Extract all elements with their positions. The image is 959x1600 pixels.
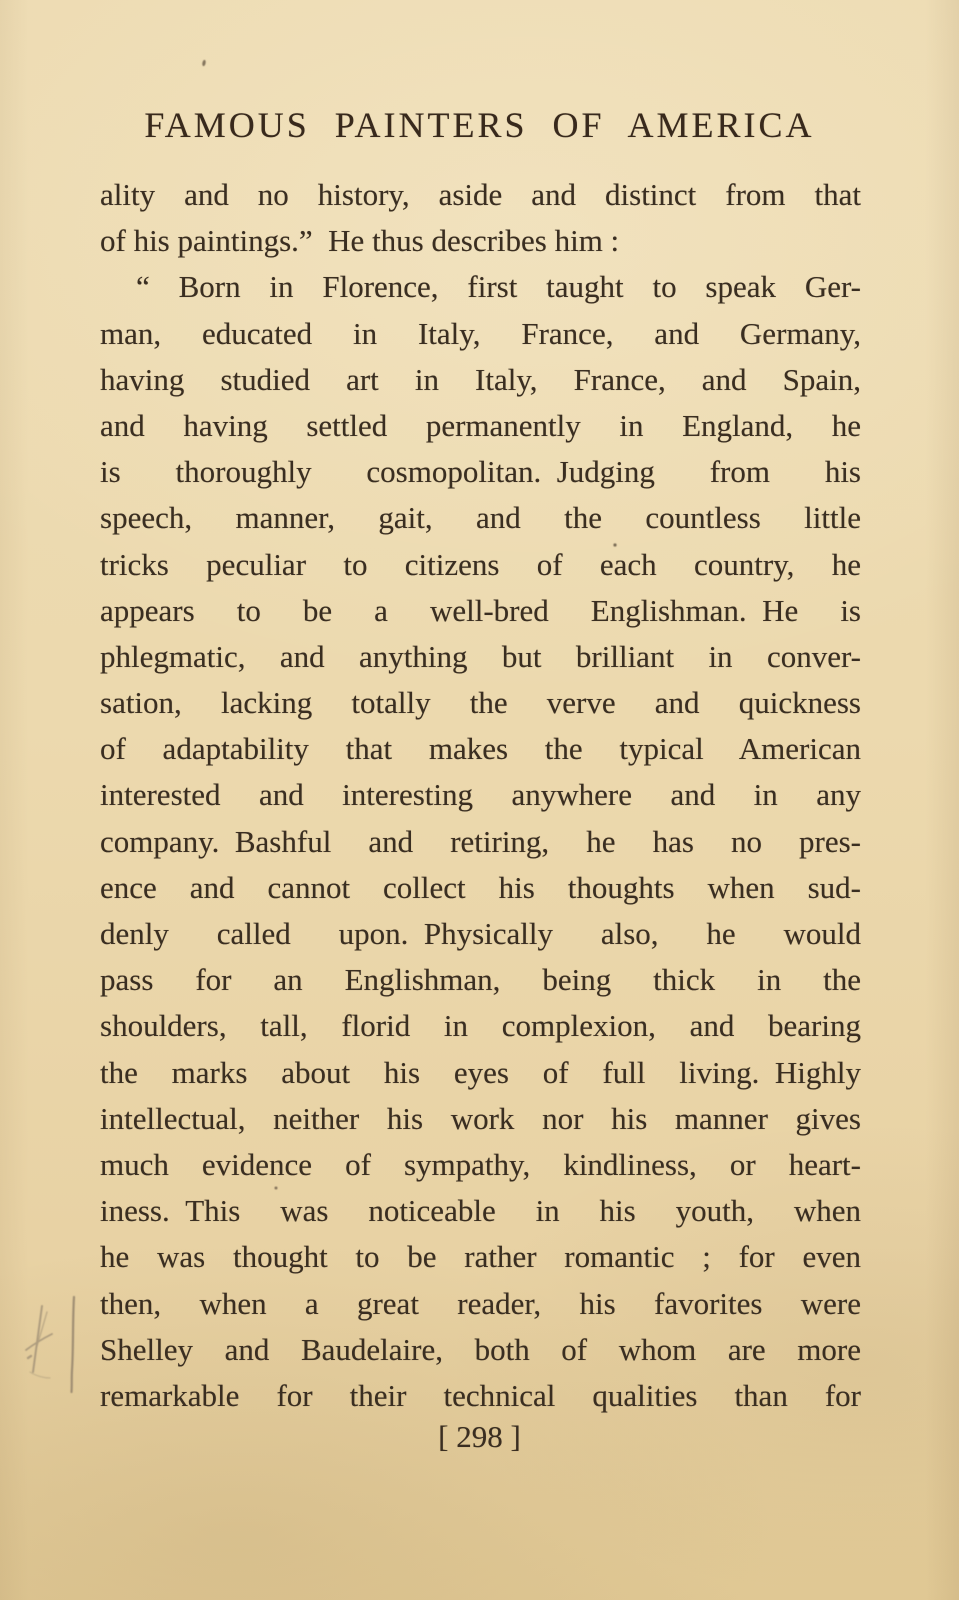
text-line: iness. This was noticeable in his youth, when [100, 1193, 861, 1229]
text-line: Shelley and Baudelaire, both of whom are more [100, 1331, 861, 1367]
text-line: appears to be a well-bred Englishman. He is [100, 592, 861, 628]
text-line: he was thought to be rather romantic ; for even [100, 1239, 861, 1275]
running-head: FAMOUS PAINTERS OF AMERICA [144, 105, 815, 145]
body-text [100, 172, 861, 1419]
text-line: of adaptability that makes the typical American [100, 731, 861, 767]
text-line: speech, manner, gait, and the countless little [100, 500, 861, 536]
text-line: man, educated in Italy, France, and Germany, [100, 315, 861, 351]
text-line: having studied art in Italy, France, and Spain, [100, 361, 861, 397]
pencil-scribble-mark [26, 1306, 52, 1378]
text-line: shoulders, tall, florid in complexion, and bearing [100, 1008, 861, 1044]
text-line: then, when a great reader, his favorites were [100, 1285, 861, 1321]
text-line: is thoroughly cosmopolitan. Judging from his [100, 454, 861, 490]
text-line: sation, lacking totally the verve and quickness [100, 685, 861, 721]
text-line: ence and cannot collect his thoughts when sud- [100, 869, 861, 905]
text-line: the marks about his eyes of full living. Highly [100, 1054, 861, 1090]
text-line: pass for an Englishman, being thick in the [100, 962, 861, 998]
text-line: intellectual, neither his work nor his manner gives [100, 1100, 861, 1136]
text-line: interested and interesting anywhere and in any [100, 777, 861, 813]
pencil-margin-line [72, 1297, 75, 1392]
text-line: of his paintings.” He thus describes him : [100, 223, 620, 259]
text-line: remarkable for their technical qualities than for [100, 1377, 861, 1413]
ink-speck [202, 60, 206, 67]
text-line: denly called upon. Physically also, he would [100, 916, 861, 951]
text-line: “ Born in Florence, first taught to speak Ger- [136, 269, 861, 305]
text-line: company. Bashful and retiring, he has no pres- [100, 823, 861, 859]
text-line: much evidence of sympathy, kindliness, or heart- [100, 1146, 861, 1182]
page-number: [ 298 ] [438, 1419, 521, 1454]
text-line: and having settled permanently in England, he [100, 407, 861, 443]
text-line: tricks peculiar to citizens of each country, he [100, 546, 861, 582]
text-line: ality and no history, aside and distinct from that [100, 177, 861, 212]
text-line: phlegmatic, and anything but brilliant in conver- [100, 638, 861, 674]
